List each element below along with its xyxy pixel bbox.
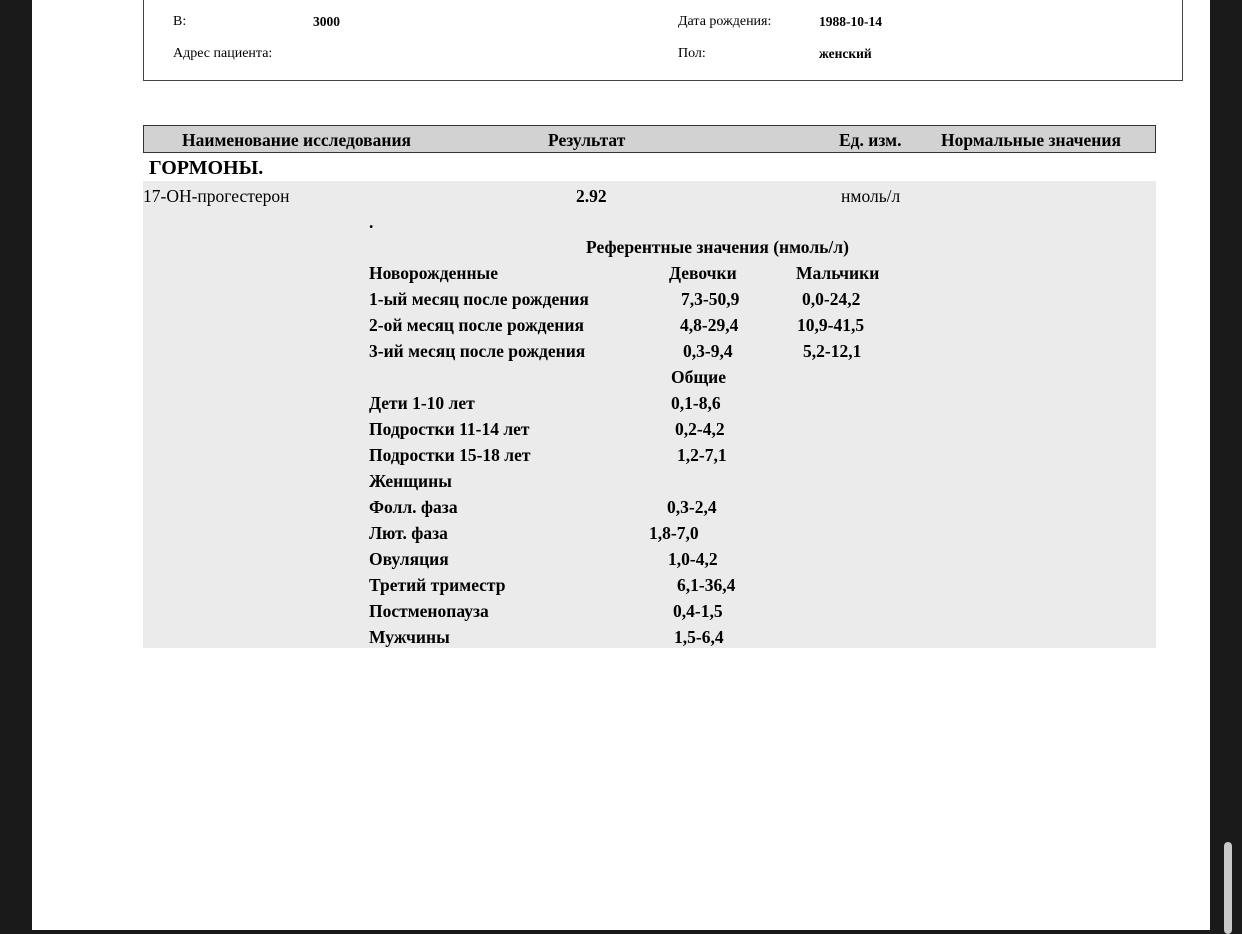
document-page (32, 0, 1210, 930)
newborn-row-boys: 0,0-24,2 (802, 289, 861, 309)
newborn-row-label: 1-ый месяц после рождения (369, 289, 589, 309)
test-result: 2.92 (576, 186, 607, 206)
newborn-row-label: 2-ой месяц после рождения (369, 315, 584, 335)
dob-value: 1988-10-14 (819, 14, 882, 29)
newborn-row-girls: 0,3-9,4 (683, 341, 733, 361)
women-row-value: 0,4-1,5 (673, 601, 723, 621)
results-table-header (143, 125, 1156, 153)
v-value: 3000 (313, 14, 340, 29)
newborn-row-girls: 7,3-50,9 (681, 289, 740, 309)
header-normal: Нормальные значения (941, 130, 1121, 150)
boys-label: Мальчики (796, 263, 880, 283)
newborn-row-boys: 5,2-12,1 (803, 341, 862, 361)
women-row-value: 1,8-7,0 (649, 523, 699, 543)
newborn-row-girls: 4,8-29,4 (680, 315, 739, 335)
address-label: Адрес пациента: (173, 46, 273, 61)
women-row-label: Фолл. фаза (369, 497, 458, 517)
section-title: ГОРМОНЫ. (149, 157, 264, 179)
reference-dot: . (369, 212, 374, 232)
men-row-value: 1,5-6,4 (674, 627, 724, 647)
women-row-value: 0,3-2,4 (667, 497, 717, 517)
women-row-label: Лют. фаза (369, 523, 448, 543)
reference-title: Референтные значения (нмоль/л) (586, 237, 849, 257)
women-row-value: 1,0-4,2 (668, 549, 718, 569)
newborn-row-label: 3-ий месяц после рождения (369, 341, 586, 361)
test-result-block (143, 181, 1156, 648)
child-row-label: Подростки 11-14 лет (369, 419, 530, 439)
test-name: 17-ОН-прогестерон (143, 186, 290, 206)
vertical-scrollbar[interactable] (1224, 842, 1232, 934)
newborn-row-boys: 10,9-41,5 (797, 315, 865, 335)
women-row-label: Овуляция (369, 549, 449, 569)
child-row-value: 0,2-4,2 (675, 419, 725, 439)
test-unit: нмоль/л (841, 186, 901, 206)
child-row-value: 0,1-8,6 (671, 393, 721, 413)
header-unit: Ед. изм. (839, 130, 902, 150)
newborn-label: Новорожденные (369, 263, 498, 283)
general-label: Общие (671, 367, 726, 387)
sex-label: Пол: (678, 46, 706, 61)
women-row-value: 6,1-36,4 (677, 575, 736, 595)
header-result: Результат (548, 130, 626, 150)
v-label: В: (173, 14, 187, 29)
women-row-label: Постменопауза (369, 601, 489, 621)
dob-label: Дата рождения: (678, 14, 772, 29)
header-name: Наименование исследования (182, 130, 412, 150)
women-row-label: Третий триместр (369, 575, 506, 595)
girls-label: Девочки (669, 263, 737, 283)
child-row-label: Подростки 15-18 лет (369, 445, 531, 465)
patient-info-box (143, 0, 1183, 81)
sex-value: женский (819, 46, 872, 61)
men-row-label: Мужчины (369, 627, 450, 647)
child-row-label: Дети 1-10 лет (369, 393, 475, 413)
women-label: Женщины (369, 471, 452, 491)
child-row-value: 1,2-7,1 (677, 445, 727, 465)
